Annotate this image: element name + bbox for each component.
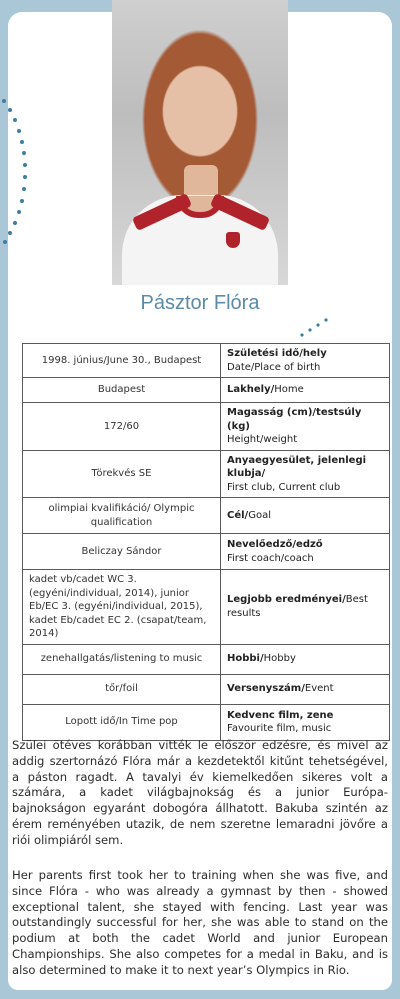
table-cell-label bbox=[221, 344, 390, 378]
table-cell-label bbox=[221, 644, 390, 674]
athlete-photo bbox=[112, 0, 288, 285]
table-cell-value: olimpiai kvalifikáció/ Olympic qualification bbox=[23, 498, 221, 534]
table-cell-label bbox=[221, 674, 390, 704]
label-bold: Versenyszám/ bbox=[227, 683, 305, 695]
table-cell-label bbox=[221, 534, 390, 570]
table-row bbox=[23, 450, 390, 498]
table-row bbox=[23, 498, 390, 534]
table-row bbox=[23, 344, 390, 378]
table-cell-value: 1998. június/June 30., Budapest bbox=[23, 344, 221, 378]
table-cell-label bbox=[221, 403, 390, 451]
table-cell-value: zenehallgatás/listening to music bbox=[23, 644, 221, 674]
label-rest: Date/Place of birth bbox=[227, 361, 321, 373]
table-cell-label bbox=[221, 570, 390, 645]
label-bold: Magasság (cm)/testsúly (kg) bbox=[227, 407, 362, 432]
table-row bbox=[23, 674, 390, 704]
label-bold: Nevelőedző/edző bbox=[227, 539, 323, 550]
athlete-name: Pásztor Flóra bbox=[140, 292, 260, 314]
table-row bbox=[23, 403, 390, 451]
table-row bbox=[23, 570, 390, 645]
table-cell-label bbox=[221, 704, 390, 740]
table-cell-value: Lopott idő/In Time pop bbox=[23, 704, 221, 740]
label-rest: First coach/coach bbox=[227, 552, 314, 564]
label-bold: Cél/ bbox=[227, 509, 249, 521]
label-rest: Height/weight bbox=[227, 434, 298, 445]
table-cell-value: Beliczay Sándor bbox=[23, 534, 221, 570]
label-rest: Best results bbox=[227, 594, 368, 619]
label-rest: Event bbox=[304, 683, 334, 695]
info-table-body bbox=[23, 344, 390, 741]
table-row bbox=[23, 534, 390, 570]
label-bold: Hobbi/ bbox=[227, 653, 264, 665]
label-rest: Hobby bbox=[263, 653, 296, 665]
crest-icon bbox=[226, 232, 240, 248]
table-cell-value: 172/60 bbox=[23, 403, 221, 451]
label-bold: Kedvenc film, zene bbox=[227, 709, 334, 721]
label-rest: Favourite film, music bbox=[227, 723, 332, 734]
info-table bbox=[22, 343, 390, 741]
label-bold: Anyaegyesület, jelenlegi klubja/ bbox=[227, 454, 367, 479]
label-rest: Home bbox=[274, 384, 304, 396]
table-cell-label bbox=[221, 450, 390, 498]
table-row bbox=[23, 644, 390, 674]
label-bold: Születési idő/hely bbox=[227, 348, 327, 359]
table-cell-label bbox=[221, 498, 390, 534]
bio-paragraph-english: Her parents first took her to training when she was five, and since Flóra - who was already a gymnast by then - showed exceptional talent, she stayed with fencing. Last year was outstandingly successful for her, she was able to stand on the podium at both the cadet World and junior European Championships. She also competes for a medal in Baku, and is also determined to make it to next year’s Olympics in Rio. bbox=[12, 868, 388, 977]
table-cell-value: kadet vb/cadet WC 3. (egyéni/individual, 2014), junior Eb/EC 3. (egyéni/individual, 2015), kadet Eb/cadet EC 2. (csapat/team, 2014) bbox=[23, 570, 221, 645]
table-cell-value: tőr/foil bbox=[23, 674, 221, 704]
bio-paragraph-hungarian: Szülei ötéves korábban vitték le először edzésre, és mivel az addig szertornázó Flóra már a kezdetektől kitűnt tehetségével, a páston ragadt. A tavalyi év kiemelkedően sikeres volt a számára, a kadet világbajnokság és a junior Európa-bajnokságon egyaránt dobogóra állhatott. Bakuba szintén az érem reményében utazik, de nem szeretne lemaradni jövőre a riói olimpiáról sem. bbox=[12, 738, 388, 847]
table-cell-label bbox=[221, 378, 390, 403]
label-bold: Legjobb eredményei/ bbox=[227, 594, 346, 606]
table-row bbox=[23, 378, 390, 403]
table-cell-value: Törekvés SE bbox=[23, 450, 221, 498]
label-rest: First club, Current club bbox=[227, 481, 341, 493]
label-bold: Lakhely/ bbox=[227, 384, 275, 396]
table-row bbox=[23, 704, 390, 740]
label-rest: Goal bbox=[248, 509, 271, 521]
table-cell-value: Budapest bbox=[23, 378, 221, 403]
decorative-dots-left bbox=[0, 95, 40, 295]
